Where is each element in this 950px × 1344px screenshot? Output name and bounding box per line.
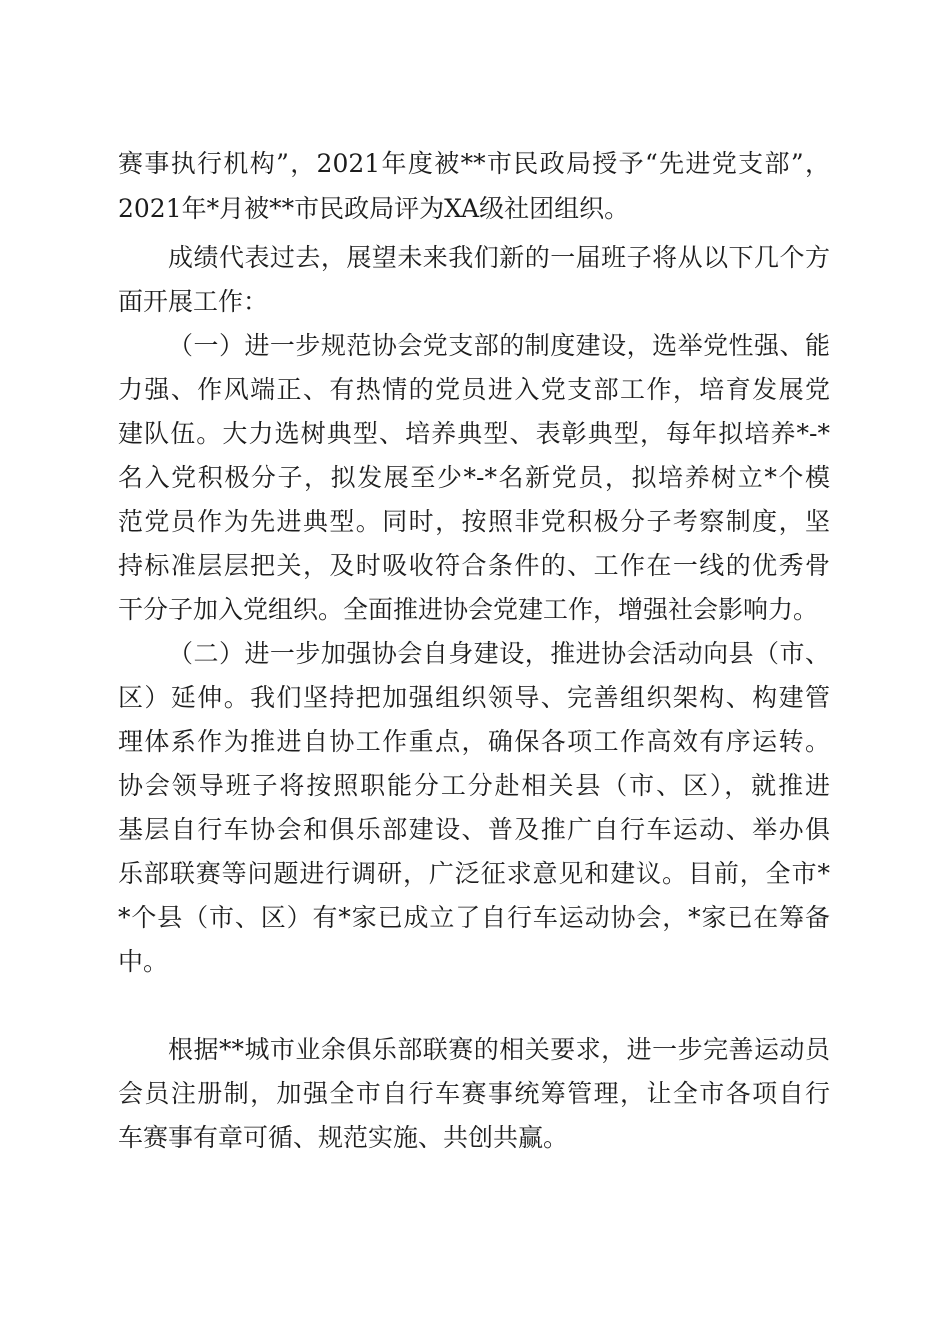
text-line: 成绩代表过去，展望未来我们新的一届班子将从以下几个方	[168, 243, 830, 272]
text-line: 车赛事有章可循、规范实施、共创共赢。	[118, 1123, 569, 1152]
text-line: 范党员作为先进典型。同时，按照非党积极分子考察制度，坚	[118, 507, 830, 536]
item-heading-line: （一）进一步规范协会党支部的制度建设，选举党性强、能	[168, 331, 830, 360]
text-line: 中。	[118, 947, 169, 976]
text-line: 乐部联赛等问题进行调研，广泛征求意见和建议。目前，全市*	[118, 859, 830, 888]
text-line: 会员注册制，加强全市自行车赛事统筹管理，让全市各项自行	[118, 1079, 830, 1108]
text-line: 持标准层层把关，及时吸收符合条件的、工作在一线的优秀骨	[118, 551, 830, 580]
text-line: 面开展工作：	[118, 287, 269, 316]
text-line: 基层自行车协会和俱乐部建设、普及推广自行车运动、举办俱	[118, 815, 830, 844]
text-line: 根据**城市业余俱乐部联赛的相关要求，进一步完善运动员	[168, 1035, 830, 1064]
text-line: 力强、作风端正、有热情的党员进入党支部工作，培育发展党	[118, 375, 830, 404]
text-line: 理体系作为推进自协工作重点，确保各项工作高效有序运转。	[118, 727, 830, 756]
text-line: 2021年*月被**市民政局评为XA级社团组织。	[118, 194, 630, 223]
text-line: 名入党积极分子，拟发展至少*-*名新党员，拟培养树立*个模	[118, 463, 830, 492]
text-line: *个县（市、区）有*家已成立了自行车运动协会，*家已在筹备	[118, 903, 830, 932]
text-line: 协会领导班子将按照职能分工分赴相关县（市、区），就推进	[118, 771, 830, 800]
text-line: 干分子加入党组织。全面推进协会党建工作，增强社会影响力。	[118, 595, 819, 624]
text-line: 建队伍。大力选树典型、培养典型、表彰典型，每年拟培养*-*	[118, 419, 830, 448]
text-line: 赛事执行机构”，2021年度被**市民政局授予“先进党支部”，	[118, 149, 830, 178]
item-heading-line: （二）进一步加强协会自身建设，推进协会活动向县（市、	[168, 639, 830, 668]
text-line: 区）延伸。我们坚持把加强组织领导、完善组织架构、构建管	[118, 683, 830, 712]
